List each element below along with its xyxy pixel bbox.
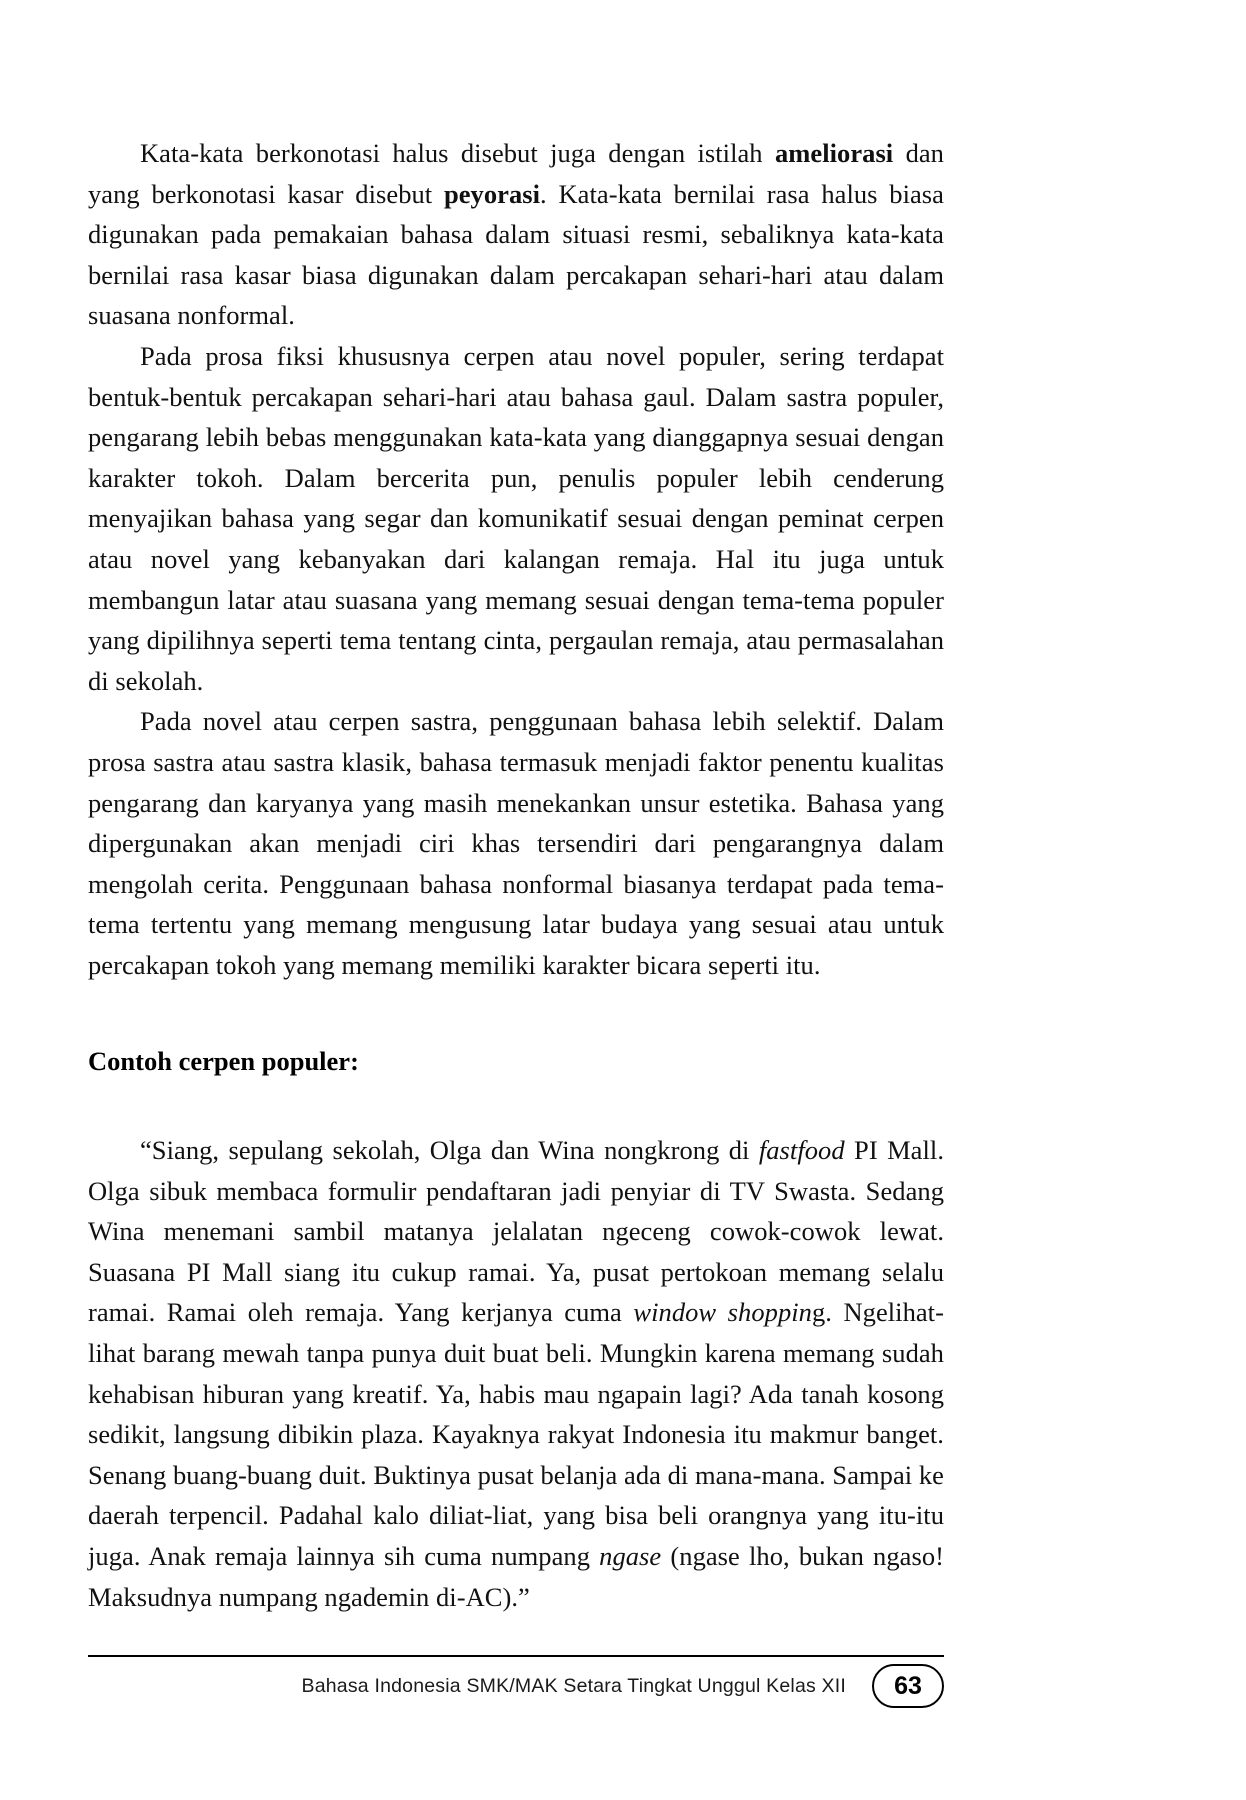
quote-text-part-3: g. Ngelihat-lihat barang mewah tanpa punya duit buat beli. Mungkin karena memang sudah kehabisan hiburan yang kreatif. Ya, habis mau ngapain lagi? Ada tanah kosong sedikit, langsung dibikin plaza. Kayaknya rakyat Indonesia itu makmur banget. Senang buang-buang duit. Buktinya pusat belanja ada di mana-mana. Sampai ke daerah terpencil. Padahal kalo diliat-liat, yang bisa beli orangnya yang itu-itu juga. Anak remaja lainnya sih cuma numpang <box>88 1297 944 1571</box>
footer-book-title: Bahasa Indonesia SMK/MAK Setara Tingkat Unggul Kelas XII <box>301 1674 846 1697</box>
footer-row <box>88 1657 944 1715</box>
paragraph-1-text-part-2: dan yang berkonotasi kasar disebut <box>88 138 944 209</box>
paragraph-quoted-cerpen <box>88 1130 944 1617</box>
paragraph-ameliorasi-peyorasi <box>88 133 944 336</box>
paragraph-1-text-part-3: . Kata-kata bernilai rasa halus biasa digunakan pada pemakaian bahasa dalam situasi resmi, sebaliknya kata-kata bernilai rasa kasar biasa digunakan dalam percakapan sehari-hari atau dalam suasana nonformal. <box>88 178 944 331</box>
quote-text-part-2: PI Mall. Olga sibuk membaca formulir pendaftaran jadi penyiar di TV Swasta. Sedang Wina menemani sambil matanya jelalatan ngeceng cowok-cowok lewat. Suasana PI Mall siang itu cukup ramai. Ya, pusat pertokoan memang selalu ramai. Ramai oleh remaja. Yang kerjanya cuma <box>88 1135 944 1328</box>
italic-window-shopping: window shoppin <box>633 1297 812 1328</box>
term-peyorasi: peyorasi <box>443 178 541 209</box>
paragraph-1-text-part-1: Kata-kata berkonotasi halus disebut juga dengan istilah <box>140 138 775 168</box>
page-number-badge: 63 <box>872 1664 944 1708</box>
section-spacer-above-heading <box>88 985 944 1041</box>
paragraph-novel-sastra: Pada novel atau cerpen sastra, penggunaan bahasa lebih selektif. Dalam prosa sastra atau sastra klasik, bahasa termasuk menjadi faktor penentu kualitas pengarang dan karyanya yang masih menekankan unsur estetika. Bahasa yang dipergunakan akan menjadi ciri khas tersendiri dari pengarangnya dalam mengolah cerita. Penggunaan bahasa nonformal biasanya terdapat pada tema-tema tertentu yang memang mengusung latar budaya yang sesuai atau untuk percakapan tokoh yang memang memiliki karakter bicara seperti itu. <box>88 706 944 980</box>
quote-text-part-4: (ngase lho, bukan ngaso! Maksudnya numpang ngademin di-AC).” <box>88 1541 944 1612</box>
paragraph-prosa-fiksi: Pada prosa fiksi khususnya cerpen atau novel populer, sering terdapat bentuk-bentuk percakapan sehari-hari atau bahasa gaul. Dalam sastra populer, pengarang lebih bebas menggunakan kata-kata yang dianggapnya sesuai dengan karakter tokoh. Dalam bercerita pun, penulis populer lebih cenderung menyajikan bahasa yang segar dan komunikatif sesuai dengan peminat cerpen atau novel yang kebanyakan dari kalangan remaja. Hal itu juga untuk membangun latar atau suasana yang memang sesuai dengan tema-tema populer yang dipilihnya seperti tema tentang cinta, pergaulan remaja, atau permasalahan di sekolah. <box>88 340 944 696</box>
heading-contoh-cerpen-populer: Contoh cerpen populer: <box>88 1046 359 1077</box>
section-spacer-below-heading <box>88 1082 944 1130</box>
italic-ngase: ngase <box>599 1541 662 1571</box>
page-content <box>88 133 944 1617</box>
page-footer <box>88 1655 944 1715</box>
quote-text-part-1: “Siang, sepulang sekolah, Olga dan Wina nongkrong di <box>140 1135 759 1166</box>
italic-fastfood: fastfood <box>758 1135 845 1166</box>
term-ameliorasi: ameliorasi <box>774 138 894 168</box>
